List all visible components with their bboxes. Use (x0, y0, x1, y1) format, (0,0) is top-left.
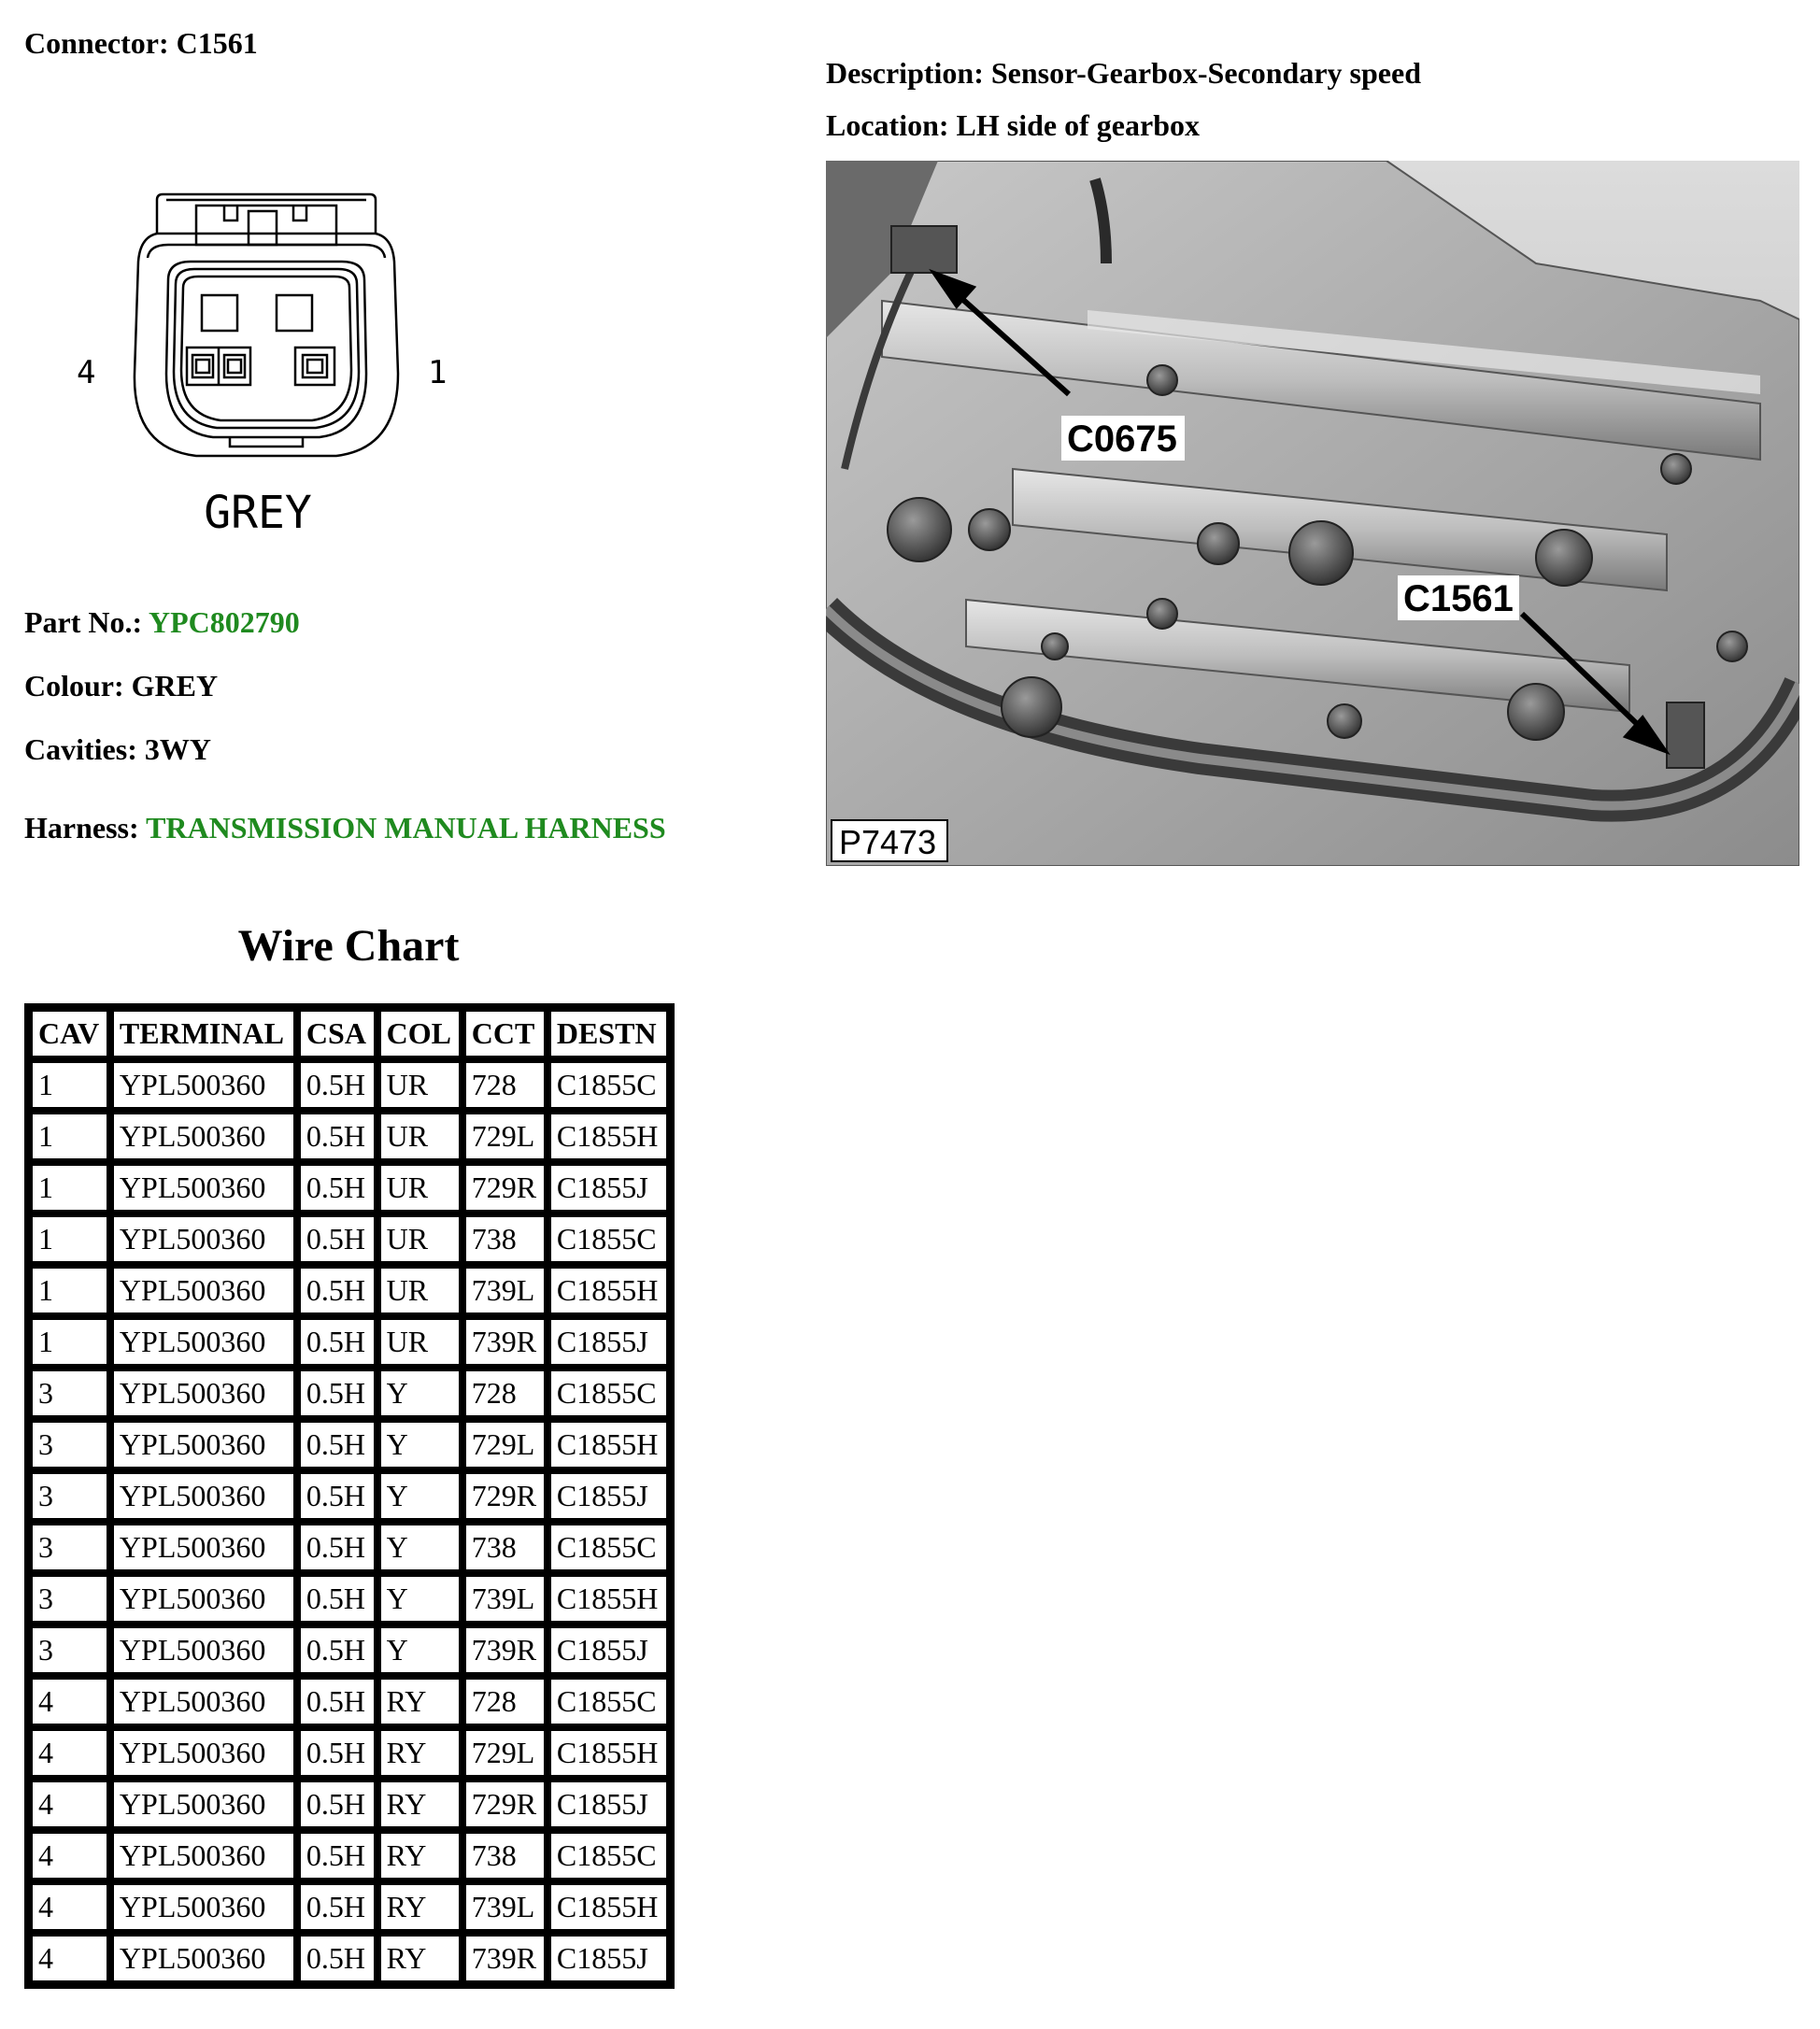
table-cell: 1 (29, 1316, 110, 1368)
table-row (29, 1316, 670, 1368)
table-cell: RY (377, 1830, 462, 1881)
table-cell: RY (377, 1881, 462, 1933)
table-cell: 0.5H (297, 1162, 377, 1213)
table-cell: 739L (462, 1881, 547, 1933)
table-cell: Y (377, 1625, 462, 1676)
table-cell: 0.5H (297, 1779, 377, 1830)
table-cell: RY (377, 1727, 462, 1779)
table-cell: C1855H (547, 1419, 670, 1470)
table-cell: 0.5H (297, 1522, 377, 1573)
table-cell: RY (377, 1676, 462, 1727)
table-cell: 4 (29, 1830, 110, 1881)
connector-value: C1561 (176, 26, 258, 60)
table-cell: 3 (29, 1368, 110, 1419)
wire-chart-body (29, 1059, 670, 1984)
table-cell: 0.5H (297, 1111, 377, 1162)
table-cell: 0.5H (297, 1573, 377, 1625)
table-cell: C1855C (547, 1522, 670, 1573)
description-label: Description: (826, 56, 984, 90)
table-row (29, 1573, 670, 1625)
table-cell: YPL500360 (110, 1162, 297, 1213)
table-cell: 0.5H (297, 1316, 377, 1368)
wire-chart-title: Wire Chart (237, 921, 460, 971)
table-cell: C1855C (547, 1059, 670, 1111)
table-cell: 738 (462, 1830, 547, 1881)
description-value: Sensor-Gearbox-Secondary speed (990, 56, 1421, 90)
table-cell: C1855C (547, 1676, 670, 1727)
colour-label: Colour: (24, 669, 124, 702)
table-row (29, 1419, 670, 1470)
table-cell: 3 (29, 1522, 110, 1573)
location-photo (826, 161, 1799, 866)
harness-link[interactable]: TRANSMISSION MANUAL HARNESS (146, 811, 666, 844)
table-cell: 739R (462, 1316, 547, 1368)
table-cell: Y (377, 1419, 462, 1470)
connector-title (24, 26, 258, 61)
table-cell: 728 (462, 1368, 547, 1419)
column-header: COL (377, 1008, 462, 1059)
table-cell: YPL500360 (110, 1111, 297, 1162)
table-cell: Y (377, 1573, 462, 1625)
pin-label-right: 1 (428, 354, 448, 391)
table-cell: YPL500360 (110, 1676, 297, 1727)
table-cell: C1855J (547, 1779, 670, 1830)
table-cell: 0.5H (297, 1933, 377, 1984)
table-cell: YPL500360 (110, 1830, 297, 1881)
table-cell: 729L (462, 1727, 547, 1779)
table-cell: RY (377, 1779, 462, 1830)
photo-reference: P7473 (839, 823, 937, 861)
table-row (29, 1779, 670, 1830)
table-cell: C1855J (547, 1933, 670, 1984)
connector-pinout-diagram (65, 168, 476, 560)
table-cell: 3 (29, 1419, 110, 1470)
table-cell: YPL500360 (110, 1368, 297, 1419)
table-cell: 4 (29, 1779, 110, 1830)
table-row (29, 1470, 670, 1522)
table-header-row (29, 1008, 670, 1059)
table-cell: C1855H (547, 1881, 670, 1933)
column-header: DESTN (547, 1008, 670, 1059)
table-cell: C1855J (547, 1316, 670, 1368)
table-cell: 0.5H (297, 1419, 377, 1470)
table-cell: 739L (462, 1265, 547, 1316)
table-cell: RY (377, 1933, 462, 1984)
table-cell: 1 (29, 1162, 110, 1213)
table-cell: 0.5H (297, 1265, 377, 1316)
table-cell: C1855J (547, 1625, 670, 1676)
table-cell: C1855H (547, 1265, 670, 1316)
part-number (24, 605, 300, 640)
table-cell: UR (377, 1265, 462, 1316)
table-cell: C1855J (547, 1162, 670, 1213)
table-cell: 1 (29, 1059, 110, 1111)
description (826, 56, 1421, 91)
table-row (29, 1162, 670, 1213)
column-header: TERMINAL (110, 1008, 297, 1059)
table-cell: 739L (462, 1573, 547, 1625)
table-cell: 739R (462, 1933, 547, 1984)
cavities-label: Cavities: (24, 732, 137, 766)
table-cell: 1 (29, 1213, 110, 1265)
table-cell: 0.5H (297, 1625, 377, 1676)
table-row (29, 1522, 670, 1573)
table-row (29, 1213, 670, 1265)
location-value: LH side of gearbox (956, 108, 1200, 142)
pinout-colour-caption: GREY (204, 487, 312, 539)
table-cell: 728 (462, 1059, 547, 1111)
table-cell: 729L (462, 1111, 547, 1162)
harness (24, 811, 666, 845)
table-cell: 0.5H (297, 1368, 377, 1419)
pin-label-left: 4 (77, 354, 96, 391)
table-cell: 0.5H (297, 1059, 377, 1111)
table-cell: 729R (462, 1162, 547, 1213)
table-cell: YPL500360 (110, 1727, 297, 1779)
table-cell: 1 (29, 1265, 110, 1316)
table-cell: 738 (462, 1522, 547, 1573)
photo-callout-c0675: C0675 (1067, 419, 1177, 460)
part-number-link[interactable]: YPC802790 (148, 605, 300, 639)
table-row (29, 1059, 670, 1111)
table-cell: YPL500360 (110, 1625, 297, 1676)
location (826, 108, 1200, 143)
table-cell: C1855H (547, 1573, 670, 1625)
table-cell: UR (377, 1316, 462, 1368)
table-cell: 0.5H (297, 1727, 377, 1779)
wire-chart-table (24, 1003, 675, 1989)
table-row (29, 1676, 670, 1727)
table-cell: 4 (29, 1881, 110, 1933)
table-cell: 3 (29, 1573, 110, 1625)
table-cell: UR (377, 1059, 462, 1111)
photo-callout-c1561: C1561 (1403, 578, 1514, 619)
table-cell: YPL500360 (110, 1265, 297, 1316)
table-cell: Y (377, 1368, 462, 1419)
table-row (29, 1368, 670, 1419)
table-cell: YPL500360 (110, 1522, 297, 1573)
table-row (29, 1265, 670, 1316)
table-cell: UR (377, 1162, 462, 1213)
table-cell: YPL500360 (110, 1059, 297, 1111)
table-cell: 729L (462, 1419, 547, 1470)
table-cell: 3 (29, 1470, 110, 1522)
table-cell: 0.5H (297, 1676, 377, 1727)
part-number-label: Part No.: (24, 605, 143, 639)
table-cell: C1855C (547, 1368, 670, 1419)
table-cell: 0.5H (297, 1881, 377, 1933)
column-header: CAV (29, 1008, 110, 1059)
table-cell: C1855H (547, 1727, 670, 1779)
column-header: CSA (297, 1008, 377, 1059)
table-cell: C1855C (547, 1830, 670, 1881)
cavities-value: 3WY (144, 732, 211, 766)
table-cell: C1855H (547, 1111, 670, 1162)
table-cell: 729R (462, 1470, 547, 1522)
table-cell: 4 (29, 1676, 110, 1727)
table-cell: 3 (29, 1625, 110, 1676)
table-cell: YPL500360 (110, 1470, 297, 1522)
table-cell: 4 (29, 1727, 110, 1779)
colour (24, 669, 218, 703)
colour-value: GREY (131, 669, 219, 702)
cavities (24, 732, 211, 767)
table-row (29, 1111, 670, 1162)
table-cell: YPL500360 (110, 1881, 297, 1933)
table-cell: YPL500360 (110, 1316, 297, 1368)
table-cell: YPL500360 (110, 1779, 297, 1830)
table-cell: 739R (462, 1625, 547, 1676)
table-row (29, 1933, 670, 1984)
table-cell: 0.5H (297, 1830, 377, 1881)
table-cell: 1 (29, 1111, 110, 1162)
table-cell: 729R (462, 1779, 547, 1830)
location-label: Location: (826, 108, 949, 142)
table-row (29, 1830, 670, 1881)
table-cell: 738 (462, 1213, 547, 1265)
table-row (29, 1625, 670, 1676)
column-header: CCT (462, 1008, 547, 1059)
table-cell: YPL500360 (110, 1933, 297, 1984)
table-cell: 0.5H (297, 1470, 377, 1522)
table-row (29, 1727, 670, 1779)
table-cell: 728 (462, 1676, 547, 1727)
harness-label: Harness: (24, 811, 139, 844)
table-cell: YPL500360 (110, 1573, 297, 1625)
connector-label: Connector: (24, 26, 169, 60)
table-cell: 4 (29, 1933, 110, 1984)
table-cell: 0.5H (297, 1213, 377, 1265)
table-cell: YPL500360 (110, 1419, 297, 1470)
table-cell: YPL500360 (110, 1213, 297, 1265)
table-cell: UR (377, 1213, 462, 1265)
table-row (29, 1881, 670, 1933)
table-cell: UR (377, 1111, 462, 1162)
table-cell: C1855C (547, 1213, 670, 1265)
table-cell: Y (377, 1470, 462, 1522)
table-cell: Y (377, 1522, 462, 1573)
table-cell: C1855J (547, 1470, 670, 1522)
